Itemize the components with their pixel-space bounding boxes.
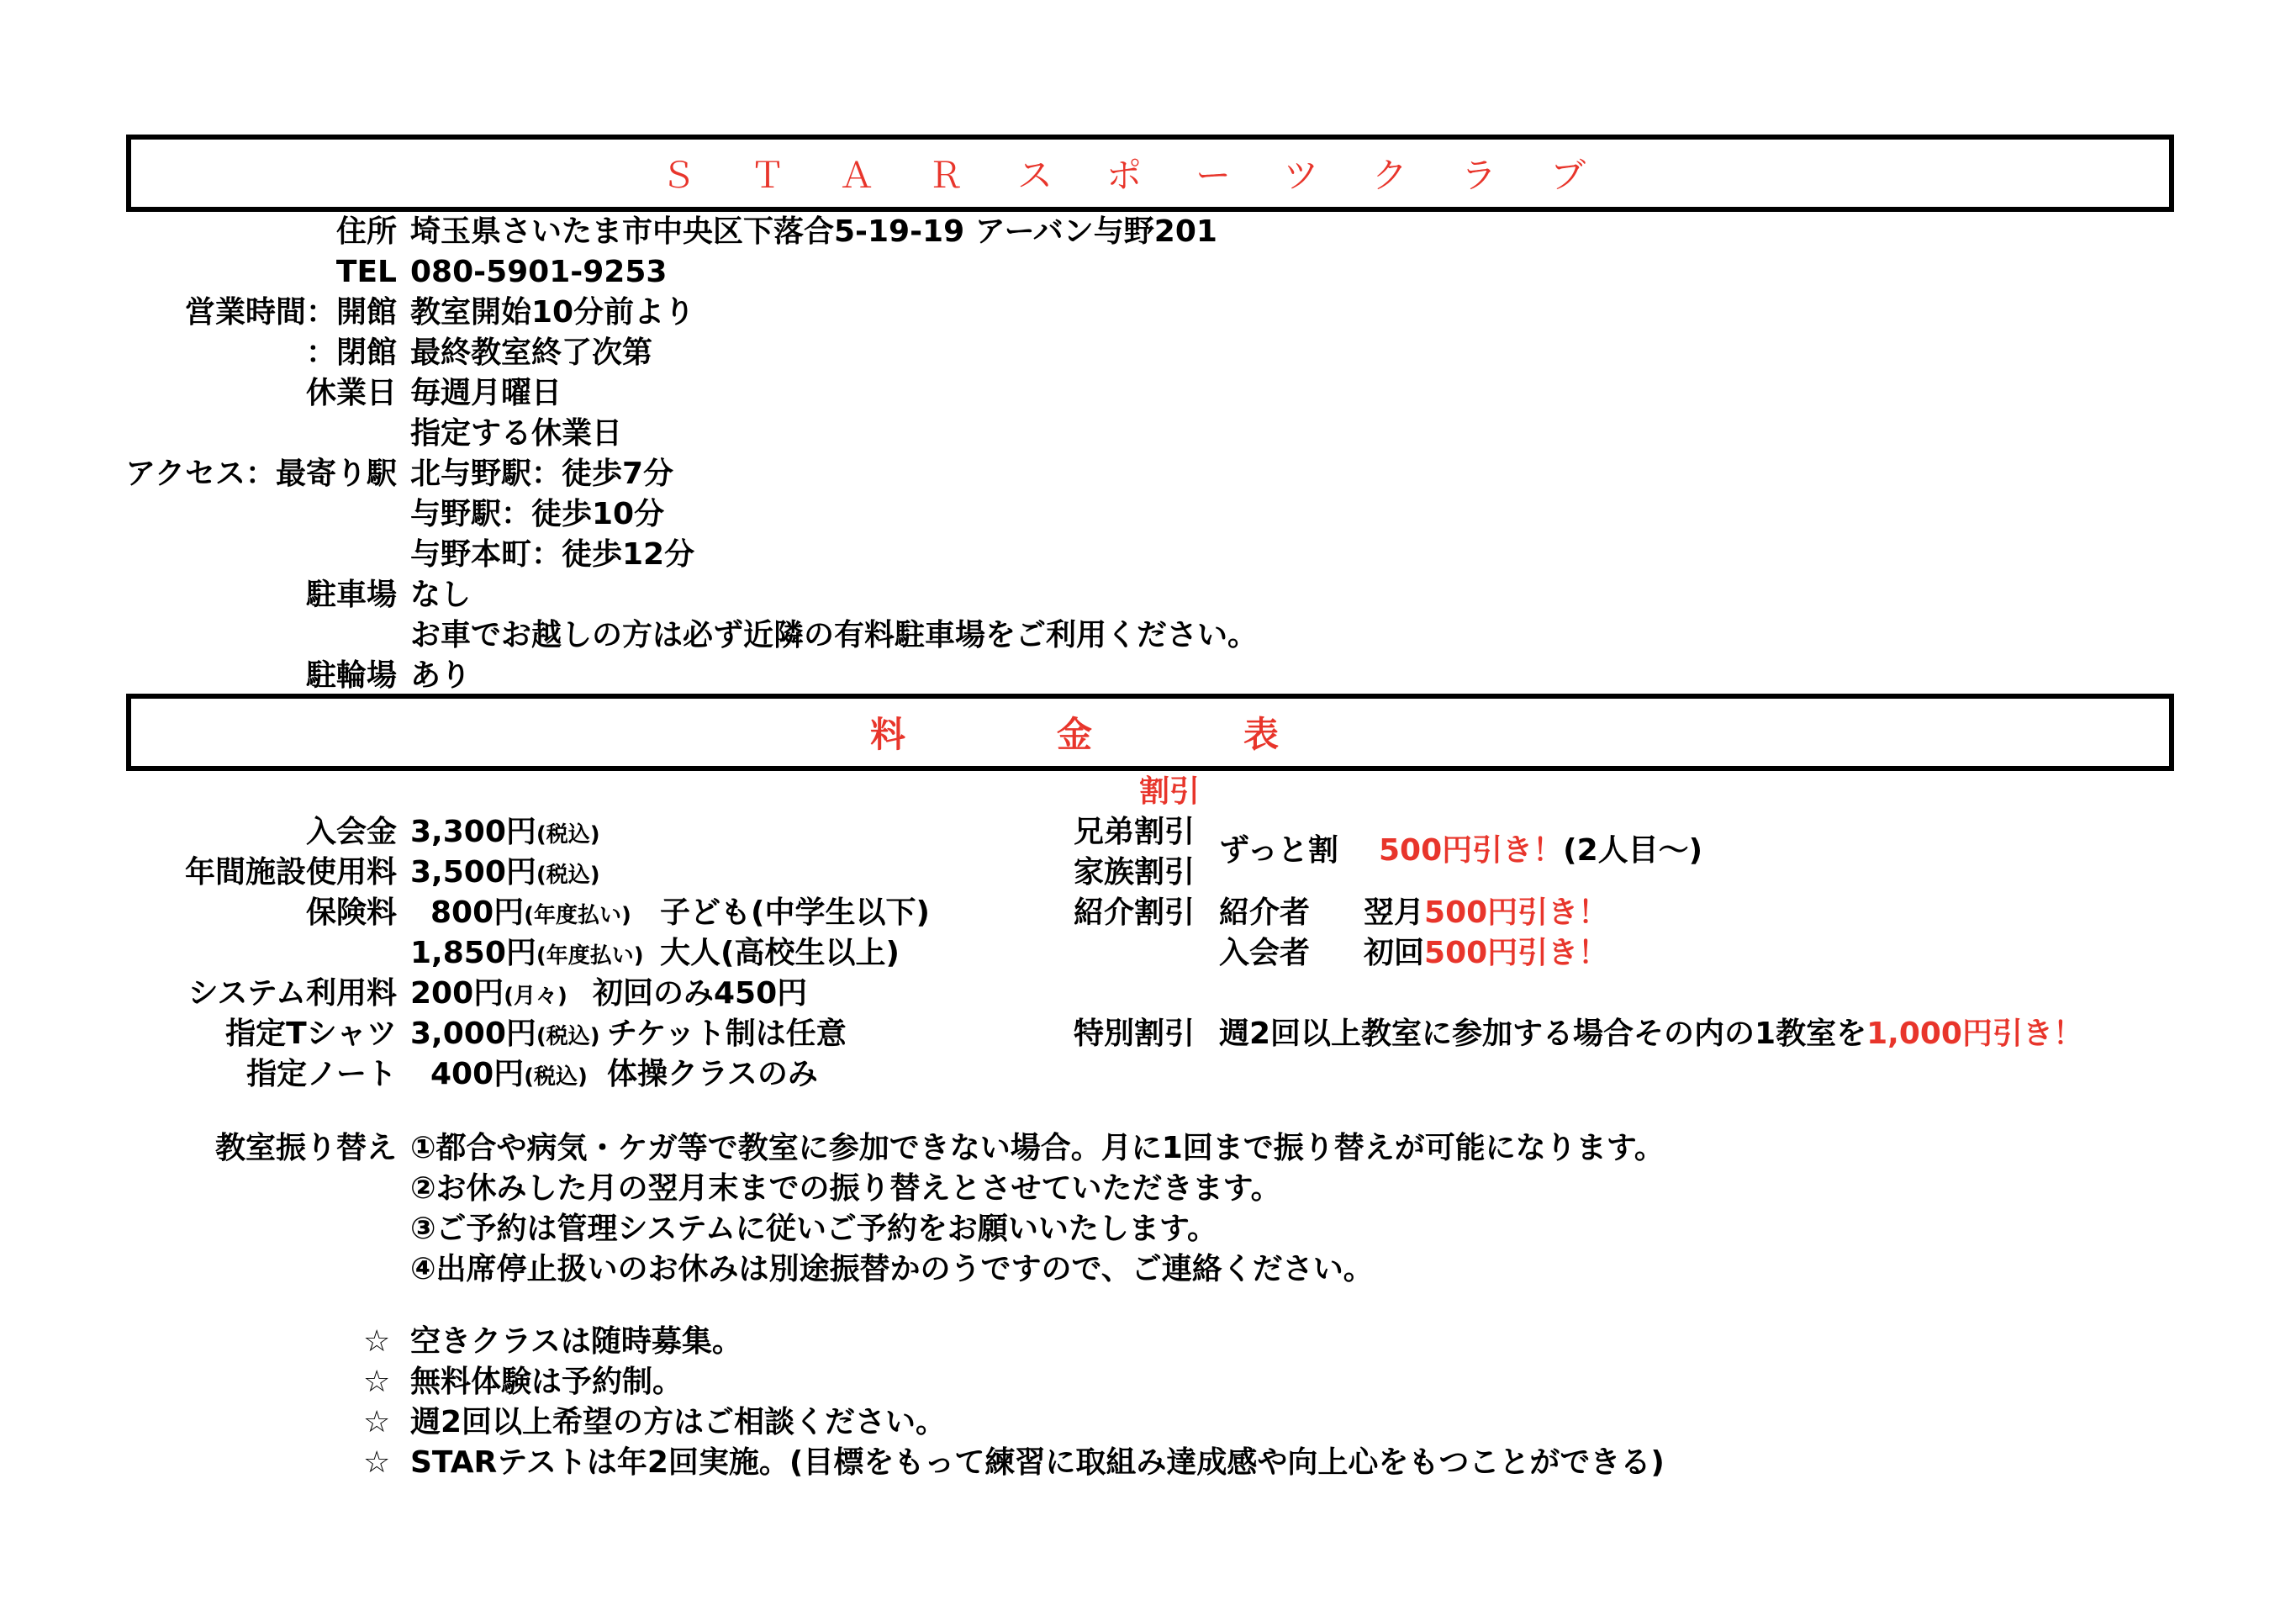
bike-label: 駐輪場: [305, 658, 397, 693]
zutto-row: [1379, 832, 1702, 870]
referrer-prefix: 翌月: [1364, 895, 1425, 930]
tshirt-desc: チケット制は任意: [607, 1017, 847, 1051]
address-value: 埼玉県さいたま市中央区下落合5-19-19 アーバン与野201: [410, 214, 1217, 249]
note-label: 指定ノート: [246, 1057, 397, 1091]
entry-tax: (税込): [536, 822, 600, 848]
insurance-adult-note: (年度払い): [536, 943, 644, 969]
facility-value: 3,500円: [410, 855, 536, 890]
transfer-item-4: ④出席停止扱いのお休みは別途振替かのうですので、ご連絡ください。: [410, 1252, 1374, 1286]
referrer-amount: 500円引き！: [1424, 895, 1609, 930]
tshirt-value: 3,000円: [410, 1017, 536, 1051]
address-label: 住所: [335, 214, 397, 249]
newmember-amount: 500円引き！: [1424, 936, 1609, 970]
referrer-label: 紹介者: [1219, 895, 1311, 930]
insurance-child-desc: 子ども(中学生以下): [660, 895, 930, 930]
system-desc: 初回のみ450円: [593, 976, 808, 1011]
star-icon: ☆: [363, 1324, 391, 1359]
transfer-item-2: ②お休みした月の翌月末までの振り替えとさせていただきます。: [410, 1171, 1281, 1206]
hours-open-label: 営業時間：開館: [184, 295, 397, 330]
hours-close-label: ：閉館: [305, 335, 397, 370]
zutto-label: ずっと割: [1219, 833, 1338, 868]
facility-label: 年間施設使用料: [184, 855, 397, 890]
note-item-1: 空きクラスは随時募集。: [410, 1324, 742, 1359]
special-text: 週2回以上教室に参加する場合その内の1教室を: [1219, 1017, 1867, 1051]
title-box: [126, 135, 2174, 212]
system-note: (月々): [504, 984, 567, 1009]
page-title: ＳＴＡＲスポーツクラブ: [661, 155, 1639, 196]
special-amount: 1,000円引き！: [1866, 1017, 2083, 1051]
insurance-adult-row: [410, 934, 644, 975]
special-row: [1219, 1015, 2083, 1054]
tshirt-row: [410, 1015, 600, 1056]
price-title-box: [126, 694, 2174, 771]
newmember-label: 入会者: [1219, 936, 1311, 970]
tel-value: 080-5901-9253: [410, 255, 668, 289]
referral-label: 紹介割引: [1074, 895, 1196, 930]
facility-tax: (税込): [536, 863, 600, 888]
note-row: [430, 1055, 588, 1096]
closed-value-2: 指定する休業日: [410, 416, 623, 451]
price-title: 料金表: [869, 714, 1430, 755]
discount-header: 割引: [1139, 774, 1201, 809]
insurance-child-row: [430, 894, 631, 935]
hours-close-value: 最終教室終了次第: [410, 335, 653, 370]
access-label: アクセス：最寄り駅: [125, 457, 397, 491]
entry-row: [410, 813, 600, 854]
bike-value: あり: [410, 658, 472, 693]
note-desc: 体操クラスのみ: [607, 1057, 818, 1091]
insurance-child-value: 800円: [430, 895, 525, 930]
tshirt-tax: (税込): [536, 1024, 600, 1049]
system-row: [410, 974, 567, 1016]
closed-label: 休業日: [305, 376, 397, 410]
family-label: 家族割引: [1074, 855, 1196, 890]
star-icon: ☆: [363, 1445, 391, 1480]
parking-label: 駐車場: [305, 578, 397, 612]
sibling-label: 兄弟割引: [1074, 815, 1196, 849]
note-item-3: 週2回以上希望の方はご相談ください。: [410, 1405, 947, 1439]
insurance-label: 保険料: [305, 895, 397, 930]
system-label: システム利用料: [187, 976, 397, 1011]
zutto-amount: 500円引き！: [1379, 833, 1564, 868]
access-value-1: 北与野駅：徒歩7分: [410, 457, 674, 491]
closed-value-1: 毎週月曜日: [410, 376, 562, 410]
transfer-item-3: ③ご予約は管理システムに従いご予約をお願いいたします。: [410, 1212, 1218, 1246]
special-label: 特別割引: [1074, 1017, 1196, 1051]
note-value: 400円: [430, 1057, 525, 1091]
system-value: 200円: [410, 976, 504, 1011]
tshirt-label: 指定Tシャツ: [225, 1017, 397, 1051]
hours-open-value: 教室開始10分前より: [410, 295, 695, 330]
note-item-4: STARテストは年2回実施。(目標をもって練習に取組み達成感や向上心をもつことができる): [410, 1445, 1665, 1480]
parking-value-1: なし: [410, 578, 472, 612]
tel-label: TEL: [335, 255, 397, 289]
insurance-child-note: (年度払い): [524, 903, 631, 928]
newmember-row: [1364, 934, 1608, 973]
transfer-item-1: ①都合や病気・ケガ等で教室に参加できない場合。月に1回まで振り替えが可能になります。: [410, 1131, 1665, 1165]
newmember-prefix: 初回: [1364, 936, 1425, 970]
note-tax: (税込): [524, 1064, 588, 1090]
insurance-adult-desc: 大人(高校生以上): [660, 936, 900, 970]
access-value-2: 与野駅：徒歩10分: [410, 497, 665, 531]
entry-value: 3,300円: [410, 815, 536, 849]
star-icon: ☆: [363, 1365, 391, 1399]
access-value-3: 与野本町：徒歩12分: [410, 537, 695, 572]
parking-value-2: お車でお越しの方は必ず近隣の有料駐車場をご利用ください。: [410, 618, 1259, 652]
referrer-row: [1364, 894, 1608, 932]
star-icon: ☆: [363, 1405, 391, 1439]
note-item-2: 無料体験は予約制。: [410, 1365, 684, 1399]
entry-label: 入会金: [305, 815, 397, 849]
insurance-adult-value: 1,850円: [410, 936, 536, 970]
facility-row: [410, 853, 600, 895]
zutto-note: (2人目～): [1563, 833, 1703, 868]
transfer-label: 教室振り替え: [214, 1131, 397, 1165]
